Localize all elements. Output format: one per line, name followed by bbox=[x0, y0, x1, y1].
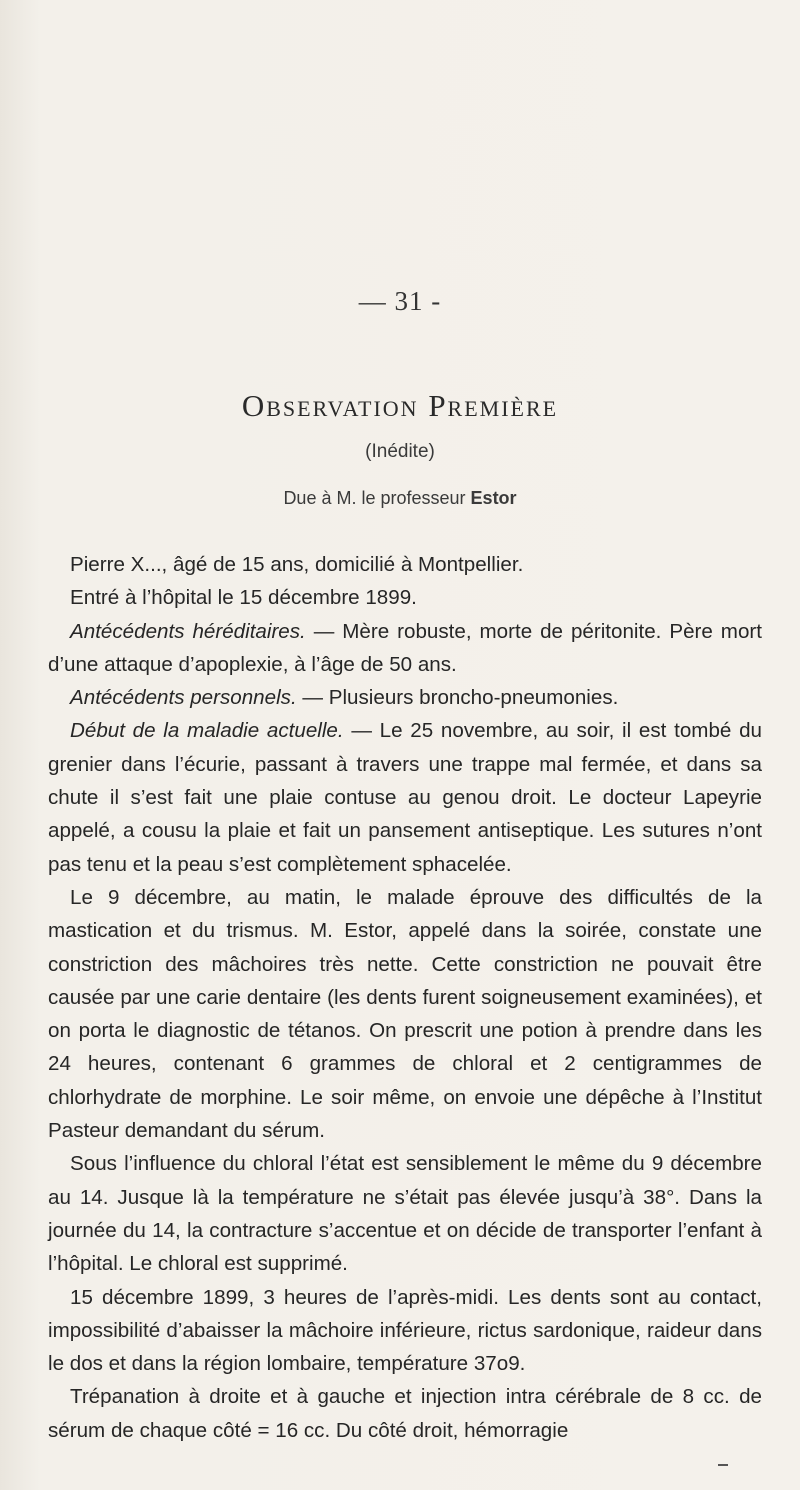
observation-title: Observation Première bbox=[241, 388, 559, 423]
credit-prefix: Due à M. le professeur bbox=[283, 488, 466, 508]
paragraph: Trépanation à droite et à gauche et injection intra cérébrale de 8 cc. de sérum de chaque côté = 16 cc. Du côté droit, hémorragie bbox=[48, 1385, 762, 1442]
observation-subtitle: (Inédite) bbox=[365, 441, 435, 462]
paragraph-antecedents-hereditaires: Antécédents héréditaires. — Mère robuste, morte de péritonite. Père mort d’une attaque d’apoplexie, à l’âge de 50 ans. bbox=[48, 619, 762, 676]
observation-credit bbox=[0, 488, 800, 509]
paragraph-antecedents-personnels: Antécédents personnels. — Plusieurs broncho-pneumonies. bbox=[70, 686, 619, 710]
paragraph-debut-maladie: Début de la maladie actuelle. — Le 25 novembre, au soir, il est tombé du grenier dans l’écurie, passant à travers une trappe mal fermée, et dans sa chute il s’est fait une plaie contuse au genou droit. Le docteur Lapeyrie appelé, a cousu la plaie et fait un pansement antiseptique. Les sutures n’ont pas tenu et la peau s’est complètement sphacelée. bbox=[48, 719, 762, 876]
paragraph: Pierre X..., âgé de 15 ans, domicilié à Montpellier. bbox=[70, 553, 524, 576]
page-number: — 31 - bbox=[358, 286, 442, 316]
paragraph: Sous l’influence du chloral l’état est sensiblement le même du 9 décembre au 14. Jusque là la température ne s’était pas élevée jusqu’à 38°. Dans la journée du 14, la contracture s’accentue et on décide de transporter l’enfant à l’hôpital. Le chloral est supprimé. bbox=[48, 1152, 762, 1276]
paragraph: Le 9 décembre, au matin, le malade éprouve des difficultés de la mastication et du trismus. M. Estor, appelé dans la soirée, constate une constriction des mâchoires très nette. Cette constriction ne pouvait être causée par une carie dentaire (les dents furent soigneusement examinées), et on porta le diagnostic de tétanos. On prescrit une potion à prendre dans les 24 heures, contenant 6 grammes de chloral et 2 centigrammes de chlorhydrate de morphine. Le soir même, on envoie une dépêche à l’Institut Pasteur demandant du sérum. bbox=[48, 885, 762, 1143]
credit-name: Estor bbox=[470, 488, 517, 508]
print-mark bbox=[718, 1464, 728, 1466]
paragraph: Entré à l’hôpital le 15 décembre 1899. bbox=[70, 586, 417, 610]
paragraph: 15 décembre 1899, 3 heures de l’après-midi. Les dents sont au contact, impossibilité d’abaisser la mâchoire inférieure, rictus sardonique, raideur dans le dos et dans la région lombaire, température 37o9. bbox=[48, 1285, 762, 1376]
observation-body bbox=[48, 548, 762, 1447]
